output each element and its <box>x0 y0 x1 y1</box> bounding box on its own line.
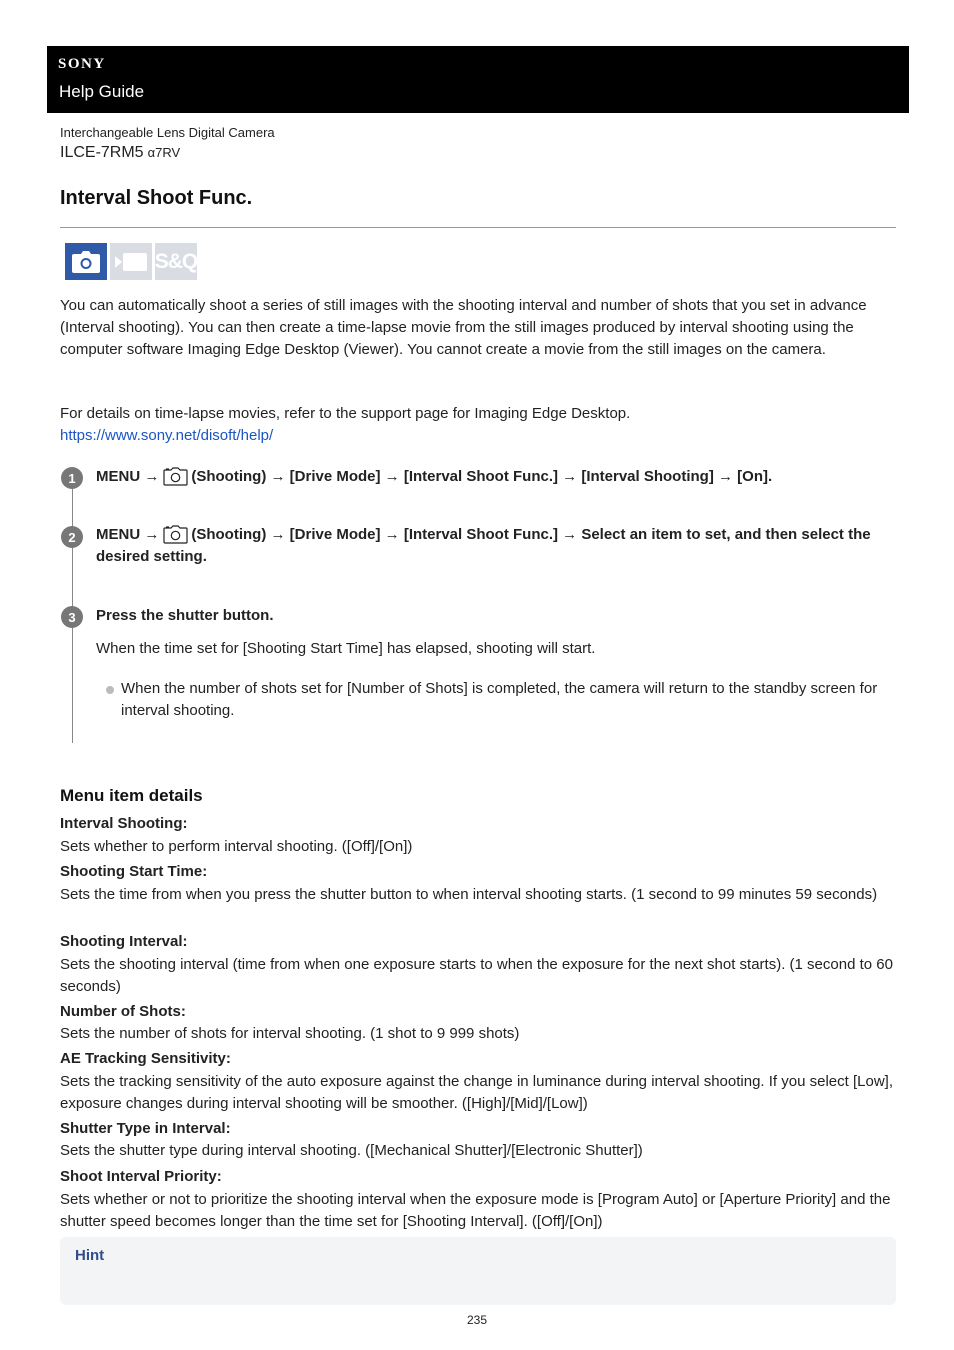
detail-term-shutter-type: Shutter Type in Interval: <box>60 1120 231 1137</box>
help-guide-label: Help Guide <box>59 82 145 101</box>
detail-desc-interval-shooting: Sets whether to perform interval shooting. ([Off]/[On]) <box>60 838 413 855</box>
hint-box <box>60 1237 896 1305</box>
detail-term-interval-shooting: Interval Shooting: <box>60 815 188 832</box>
detail-desc-ae-tracking: Sets the tracking sensitivity of the auto exposure against the change in luminance during interval shooting. If you select [Low], exposure changes during interval shooting will be smoother. ([High]/[Mid]/[Low]) <box>60 1073 893 1112</box>
product-type: Interchangeable Lens Digital Camera <box>60 125 275 140</box>
detail-term-ae-tracking: AE Tracking Sensitivity: <box>60 1050 231 1067</box>
step-1-rest: (Shooting) → [Drive Mode] → [Interval Shoot Func.] → [Interval Shooting] → [On]. <box>191 468 773 485</box>
step-number-3: 3 <box>61 606 83 628</box>
step-3-subtext: When the time set for [Shooting Start Time] has elapsed, shooting will start. <box>96 640 596 657</box>
alpha-model: α7RV <box>147 145 181 160</box>
page-title: Interval Shoot Func. <box>60 187 253 209</box>
bullet-dot <box>106 686 114 694</box>
product-model <box>60 144 180 162</box>
step-1-text <box>96 466 896 488</box>
step-2-text <box>96 524 896 568</box>
step-2-menu: MENU → <box>96 526 160 543</box>
hint-label: Hint <box>75 1247 105 1264</box>
menu-details-title: Menu item details <box>60 786 203 805</box>
step-3-text: Press the shutter button. <box>96 607 274 624</box>
detail-desc-shutter-type: Sets the shutter type during interval shooting. ([Mechanical Shutter]/[Electronic Shutter]) <box>60 1142 643 1159</box>
sq-mode-icon <box>155 243 197 280</box>
detail-term-shooting-start-time: Shooting Start Time: <box>60 863 208 880</box>
step-3-bullet: When the number of shots set for [Number of Shots] is completed, the camera will return to the standby screen for interval shooting. <box>121 680 878 719</box>
page-number: 235 <box>466 1313 488 1327</box>
detail-desc-number-of-shots: Sets the number of shots for interval shooting. (1 shot to 9 999 shots) <box>60 1025 520 1042</box>
detail-desc-shooting-interval: Sets the shooting interval (time from when one exposure starts to when the exposure for the next shot starts). (1 second to 60 seconds) <box>60 956 893 995</box>
step-2-rest: (Shooting) → [Drive Mode] → [Interval Shoot Func.] → Select an item to set, and then select the desired setting. <box>96 526 871 565</box>
step-number-2: 2 <box>61 526 83 548</box>
support-text: For details on time-lapse movies, refer to the support page for Imaging Edge Desktop. <box>60 405 631 422</box>
mode-icons <box>65 243 197 280</box>
shooting-camera-icon <box>163 467 188 486</box>
model-number: ILCE-7RM5 <box>60 144 144 161</box>
support-link[interactable]: https://www.sony.net/disoft/help/ <box>60 427 274 444</box>
sq-mode-label: S&Q <box>154 249 198 273</box>
shooting-camera-icon <box>163 525 188 544</box>
title-divider <box>60 227 896 228</box>
intro-paragraph: You can automatically shoot a series of still images with the shooting interval and number of shots that you set in advance (Interval shooting). You can then create a time-lapse movie from the still images produced by interval shooting using the computer software Imaging Edge Desktop (Viewer). You cannot create a movie from the still images on the camera. <box>60 297 867 358</box>
detail-term-shoot-interval-priority: Shoot Interval Priority: <box>60 1168 222 1185</box>
still-camera-icon <box>65 243 107 280</box>
step-number-1: 1 <box>61 467 83 489</box>
sony-logo: SONY <box>58 56 106 72</box>
step-1-menu: MENU → <box>96 468 160 485</box>
detail-term-number-of-shots: Number of Shots: <box>60 1003 186 1020</box>
support-paragraph <box>60 403 896 447</box>
detail-desc-shooting-start-time: Sets the time from when you press the shutter button to when interval shooting starts. (1 second to 99 minutes 59 seconds) <box>60 886 878 903</box>
detail-desc-shoot-interval-priority: Sets whether or not to prioritize the shooting interval when the exposure mode is [Program Auto] or [Aperture Priority] and the shutter speed becomes longer than the time set for [Shooting Interval]. ([Off]/[On]) <box>60 1191 891 1230</box>
movie-camera-icon <box>110 243 152 280</box>
detail-term-shooting-interval: Shooting Interval: <box>60 933 188 950</box>
header-bar <box>47 46 909 113</box>
